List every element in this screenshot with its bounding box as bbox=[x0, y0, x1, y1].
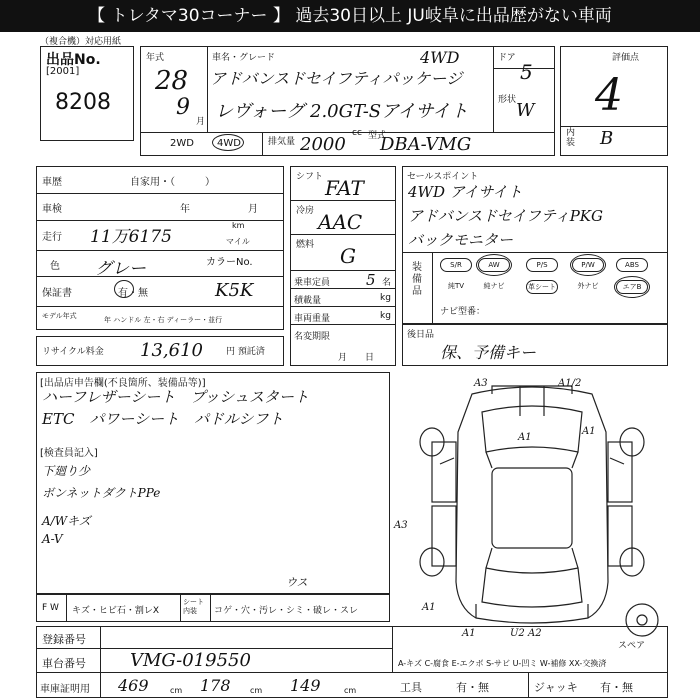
capacity-unit: 名 bbox=[382, 278, 392, 288]
recycle-value: 13,610 bbox=[140, 340, 203, 361]
inspector-line-1: 下廻り少 bbox=[42, 464, 91, 478]
interior-value: B bbox=[600, 128, 614, 149]
jack-value: 有・無 bbox=[600, 681, 633, 694]
lot-number: 8208 bbox=[55, 90, 111, 115]
warranty-value: 有・無 bbox=[118, 288, 148, 299]
jack-label: ジャッキ bbox=[534, 681, 578, 694]
displacement: 2000 bbox=[300, 134, 346, 155]
parts-label: 後日品 bbox=[407, 330, 435, 340]
mark-rear-center: U2 A2 bbox=[510, 628, 542, 639]
mark-roof: A1 bbox=[518, 432, 532, 443]
fw-label: F W bbox=[42, 603, 59, 613]
chassis-label: 車台番号 bbox=[42, 657, 86, 670]
color-value: グレー bbox=[95, 259, 146, 279]
equip-label: 装備品 bbox=[412, 262, 422, 297]
multi-note: （複合機）対応用紙 bbox=[40, 37, 122, 47]
spare-label: スペア bbox=[618, 641, 646, 651]
score-value: 4 bbox=[595, 70, 623, 121]
inspection-label: 車検 bbox=[42, 204, 62, 215]
reg-label: 登録番号 bbox=[42, 633, 86, 646]
fuel-value: G bbox=[340, 244, 356, 268]
drive-4wd: 4WD bbox=[217, 138, 241, 149]
car-rear bbox=[482, 568, 582, 607]
score-label: 評価点 bbox=[612, 53, 640, 63]
mark-rear-left: A1 bbox=[462, 628, 476, 639]
car-roof bbox=[492, 468, 572, 548]
seat-items: コゲ・穴・汚レ・シミ・破レ・スレ bbox=[214, 606, 359, 616]
disp-label: 排気量 bbox=[268, 137, 296, 147]
sales-label: セールスポイント bbox=[407, 172, 479, 182]
recycle-unit: 円 預託済 bbox=[226, 347, 265, 357]
inspection-month-unit: 月 bbox=[248, 204, 258, 215]
mileage-value: 11万6175 bbox=[90, 227, 172, 247]
load-unit: kg bbox=[380, 293, 391, 303]
car-hood bbox=[482, 406, 582, 452]
km-unit: km bbox=[232, 221, 245, 230]
seat-handwritten: ウス bbox=[286, 576, 308, 589]
warranty-label: 保証書 bbox=[42, 288, 72, 299]
color-no-value: K5K bbox=[215, 280, 254, 301]
cert-height: 149 bbox=[290, 676, 321, 695]
equip-pw: P/W bbox=[572, 258, 604, 272]
cc-unit: cc bbox=[352, 128, 362, 138]
inspector-line-3: A/Wキズ bbox=[42, 514, 91, 528]
mark-left-door: A3 bbox=[394, 520, 408, 531]
ac-value: AAC bbox=[318, 210, 363, 234]
color-label: 色 bbox=[50, 261, 60, 272]
tools-label: 工具 bbox=[400, 681, 422, 694]
history-value: 自家用・（ ） bbox=[130, 177, 215, 188]
equip-aw-selected bbox=[476, 254, 512, 276]
car-diagram bbox=[392, 372, 672, 652]
model-label: 型式 bbox=[368, 131, 387, 141]
drive-handwritten: 4WD bbox=[420, 48, 460, 67]
sales-point-3: バックモニター bbox=[408, 231, 514, 249]
sales-point-2: アドバンスドセイフティPKG bbox=[408, 207, 603, 225]
mark-left-rear: A1 bbox=[422, 602, 436, 613]
weight-unit: kg bbox=[380, 311, 391, 321]
equip-leather: 革シート bbox=[526, 280, 558, 294]
tools-value: 有・無 bbox=[456, 681, 489, 694]
shift-label: シフト bbox=[296, 172, 324, 182]
lot-label: 出品No. bbox=[46, 52, 101, 68]
recycle-label: リサイクル料金 bbox=[42, 347, 104, 357]
shape-label: 形状 bbox=[498, 95, 517, 105]
exhibitor-line-2: ETC パワーシート パドルシフト bbox=[42, 410, 284, 428]
seat-label: シート内装 bbox=[183, 598, 204, 615]
year-value: 28 bbox=[155, 66, 189, 96]
exhibitor-label: [出品店申告欄(不良箇所、装備品等)] bbox=[40, 378, 206, 389]
cert-length: 469 bbox=[118, 676, 149, 695]
shift-value: FAT bbox=[325, 176, 364, 200]
month-value: 9 bbox=[176, 95, 190, 120]
ac-label: 冷房 bbox=[296, 206, 315, 216]
load-label: 積載量 bbox=[294, 296, 322, 306]
inspector-line-4: A-V bbox=[42, 532, 63, 546]
navi-type-label: ナビ型番： bbox=[440, 307, 486, 317]
equip-abs: ABS bbox=[616, 258, 648, 272]
mark-front-right: A1/2 bbox=[558, 378, 582, 389]
year-label: 年式 bbox=[146, 53, 165, 63]
doors-label: ドア bbox=[498, 53, 516, 63]
cert-width-unit: cm bbox=[250, 686, 263, 695]
equip-navi: 純ナビ bbox=[483, 282, 505, 290]
cert-label: 車庫証明用 bbox=[40, 684, 90, 695]
inspector-line-2: ボンネットダクトPPe bbox=[42, 486, 161, 500]
lot-code: [2001] bbox=[46, 66, 80, 77]
damage-codes: A-キズ C-腐食 E-エクボ S-サビ U-凹ミ W-補修 XX-交換済 bbox=[398, 659, 607, 668]
equip-sr: S/R bbox=[440, 258, 472, 272]
exhibitor-line-1: ハーフレザーシート プッシュスタート bbox=[42, 388, 310, 406]
mileage-label: 走行 bbox=[42, 232, 62, 243]
cert-width: 178 bbox=[200, 676, 231, 695]
model-value: DBA-VMG bbox=[380, 134, 472, 155]
fuel-label: 燃料 bbox=[296, 240, 315, 250]
model-year-fields: 年 ハンドル 左・右 ディーラー・並行 bbox=[104, 316, 223, 324]
cert-length-unit: cm bbox=[170, 686, 183, 695]
chassis-value: VMG-019550 bbox=[130, 650, 251, 671]
warranty-selected-circle bbox=[114, 280, 134, 298]
drive-2wd: 2WD bbox=[170, 138, 194, 149]
capacity-value: 5 bbox=[366, 271, 376, 289]
equip-airbag-selected bbox=[614, 276, 650, 298]
equip-aw: AW bbox=[478, 258, 510, 272]
name-change-value: 月 日 bbox=[338, 353, 375, 363]
weight-label: 車両重量 bbox=[294, 314, 331, 324]
capacity-label: 乗車定員 bbox=[294, 278, 331, 288]
equip-pw-selected bbox=[570, 254, 606, 276]
equip-ext-navi: 外ナビ bbox=[577, 282, 599, 290]
inspector-label: [検査員記入] bbox=[40, 448, 98, 459]
cert-height-unit: cm bbox=[344, 686, 357, 695]
fw-items: キズ・ヒビ石・割レX bbox=[72, 606, 159, 616]
sales-point-1: 4WD アイサイト bbox=[408, 183, 523, 201]
equip-ps: P/S bbox=[526, 258, 558, 272]
shape-value: W bbox=[516, 100, 535, 121]
history-label: 車歴 bbox=[42, 177, 62, 188]
doors-value: 5 bbox=[520, 60, 533, 84]
parts-value: 保、予備キー bbox=[440, 343, 537, 362]
car-outline bbox=[456, 387, 608, 623]
model-year-label: モデル年式 bbox=[42, 312, 77, 320]
name-line2: レヴォーグ 2.0GT-Sアイサイト bbox=[215, 101, 469, 122]
name-change-label: 名変期限 bbox=[294, 332, 331, 342]
mile-unit: マイル bbox=[226, 237, 250, 246]
equip-airbag: エアB bbox=[616, 280, 648, 294]
mark-front-left: A3 bbox=[474, 378, 488, 389]
mark-right-front: A1 bbox=[582, 426, 596, 437]
name-label: 車名・グレード bbox=[212, 53, 276, 63]
name-line1: アドバンスドセイフティパッケージ bbox=[210, 69, 463, 88]
interior-label: 内装 bbox=[566, 128, 576, 148]
equip-tv: 純TV bbox=[447, 282, 465, 290]
inspection-year-unit: 年 bbox=[180, 204, 190, 215]
banner-title: 【 トレタマ30コーナー 】 過去30日以上 JU岐阜に出品歴がない車両 bbox=[0, 0, 700, 32]
month-unit: 月 bbox=[196, 117, 206, 127]
color-no-label: カラーNo. bbox=[206, 257, 253, 268]
